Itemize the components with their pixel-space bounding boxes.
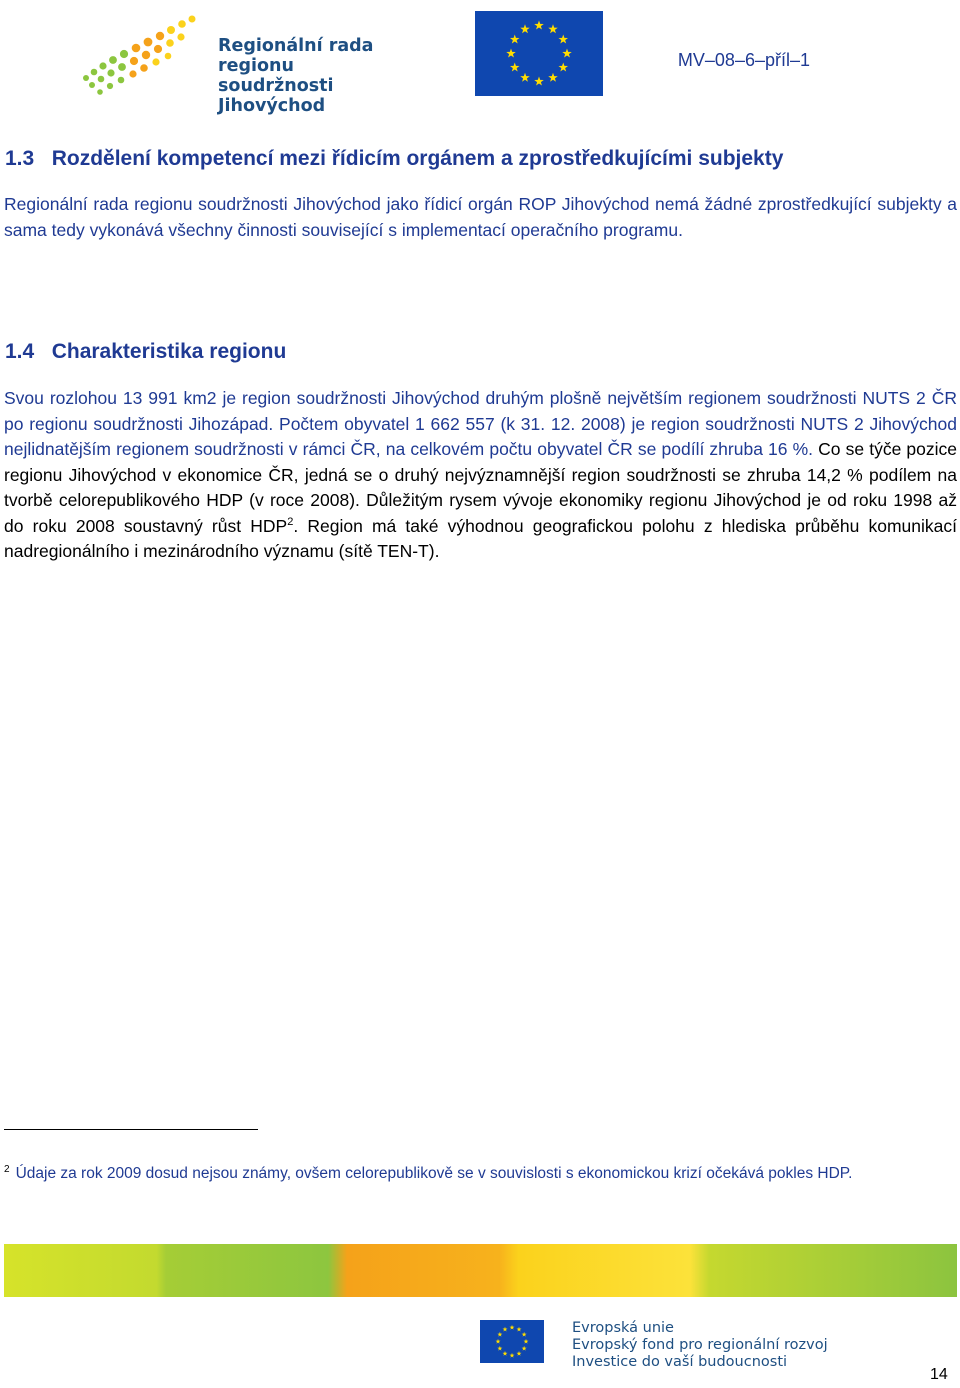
footnote-number: 2 bbox=[4, 1164, 10, 1175]
paragraph-part-3: . Region má také výhodnou geografickou polohu z hlediska průběhu komunikací nadregionálního i mezinárodního významu (sítě TEN-T). bbox=[4, 515, 958, 561]
regional-council-logo bbox=[78, 8, 408, 116]
logo-line-3: Jihovýchod bbox=[218, 96, 326, 116]
logo-dots-icon bbox=[78, 8, 218, 100]
footnote-separator bbox=[4, 1129, 258, 1130]
paragraph-part-2: Co se týče pozice regionu Jihovýchod v ekonomice ČR, jedná se o druhý nejvýznamnější region soudržnosti se zhruba 14,2 % podílem na tvorbě celorepublikového HDP (v roce 2008). Důležitým rysem vývoje ekonomiky regionu Jihovýchod je od roku 1998 až do roku 2008 soustavný růst HDP bbox=[4, 439, 957, 536]
footnote-ref[interactable]: 2 bbox=[287, 515, 294, 528]
eu-line-2: Evropský fond pro regionální rozvoj bbox=[572, 1337, 828, 1353]
footnote-text: Údaje za rok 2009 dosud nejsou známy, ovšem celorepublikově se v souvislosti s ekonomickou krizí očekává pokles HDP. bbox=[15, 1165, 853, 1183]
section-1-3-paragraph: Regionální rada regionu soudržnosti Jihovýchod jako řídicí orgán ROP Jihovýchod nemá žádné zprostředkující subjekty a sama tedy vykonává všechny činnosti související s implementací operačního programu. bbox=[4, 194, 957, 240]
footnote bbox=[4, 1159, 957, 1184]
eu-line-1: Evropská unie bbox=[572, 1320, 674, 1336]
eu-flag-icon bbox=[475, 11, 603, 96]
page-number: 14 bbox=[930, 1366, 948, 1383]
eu-line-3: Investice do vaší budoucnosti bbox=[572, 1354, 788, 1370]
eu-fund-text bbox=[572, 1320, 828, 1371]
eu-flag-small-icon bbox=[480, 1320, 544, 1363]
document-id: MV–08–6–příl–1 bbox=[677, 50, 810, 70]
section-heading-1-4: 1.4 Charakteristika regionu bbox=[5, 340, 287, 363]
logo-line-2: regionu soudržnosti bbox=[218, 56, 334, 96]
section-1-4-paragraph bbox=[4, 386, 957, 565]
section-heading-1-3: 1.3 Rozdělení kompetencí mezi řídicím orgánem a zprostředkujícími subjekty bbox=[5, 147, 784, 170]
color-stripe-banner bbox=[4, 1244, 957, 1297]
logo-line-1: Regionální rada bbox=[218, 36, 374, 56]
paragraph-part-1: Svou rozlohou 13 991 km2 je region soudržnosti Jihovýchod druhým plošně největším regionem soudržnosti NUTS 2 ČR po regionu soudržnosti Jihozápad. Počtem obyvatel 1 662 557 (k 31. 12. 2008) je region soudržnosti NUTS 2 Jihovýchod nejlidnatějším regionem soudržnosti v rámci ČR, na celkovém počtu obyvatel ČR se podílí zhruba 16 %. bbox=[4, 388, 957, 459]
